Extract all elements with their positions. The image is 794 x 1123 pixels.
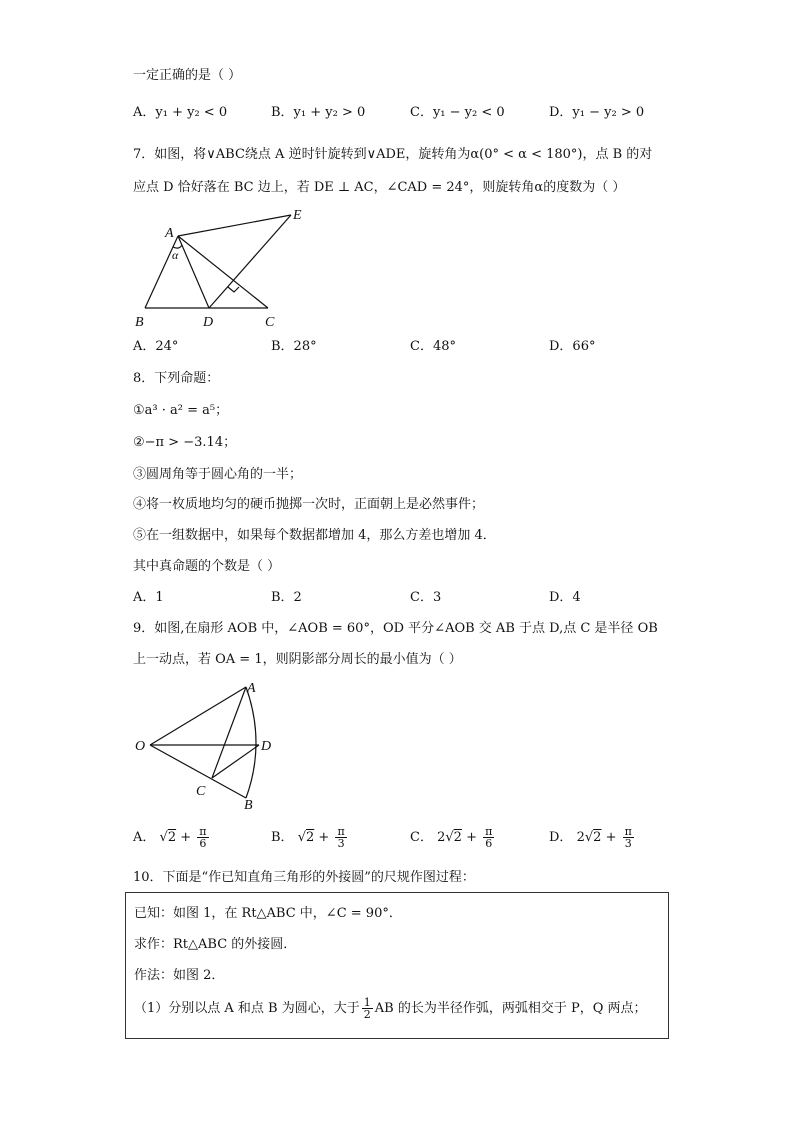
q9-stem-line1: 9．如图,在扇形 AOB 中，∠AOB = 60°，OD 平分∠AOB 交 AB 于点 D,点 C 是半径 OB <box>133 621 658 636</box>
q9-option-b-prefix: B． <box>271 830 294 845</box>
q9-label-o: O <box>135 739 146 754</box>
q8-option-a[interactable]: A．1 <box>133 590 164 605</box>
q10-construct: 求作：Rt△ABC 的外接圆． <box>134 937 297 952</box>
q8-option-b[interactable]: B．2 <box>271 590 302 605</box>
q7-option-d[interactable]: D．66° <box>549 339 596 354</box>
q8-item-4: ④将一枚质地均匀的硬币抛掷一次时，正面朝上是必然事件； <box>133 497 485 512</box>
q7-label-b: B <box>135 315 144 330</box>
q7-option-c[interactable]: C．48° <box>410 339 456 354</box>
q9-option-c-coef: 2 <box>437 830 446 845</box>
q7-label-d: D <box>203 315 214 330</box>
q9-option-b[interactable]: B． √2 + $\frac{\pi}{3}$ <box>271 825 345 850</box>
q9-option-a-numerator: π <box>199 825 207 838</box>
q9-option-a-denominator: 6 <box>199 837 207 850</box>
q9-option-c-root: 2 <box>453 830 462 845</box>
q10-step1-part-a: （1）分别以点 A 和点 B 为圆心，大于 <box>134 1001 360 1016</box>
q9-option-a-root: 2 <box>167 830 177 845</box>
q9-option-d-root: 2 <box>593 830 602 845</box>
q8-item-1: ①a³ · a² = a⁵； <box>133 403 229 418</box>
q9-option-c-denominator: 6 <box>485 837 493 850</box>
q7-option-a[interactable]: A．24° <box>133 339 179 354</box>
q9-figure <box>125 675 285 815</box>
q7-option-b[interactable]: B．28° <box>271 339 317 354</box>
q6-option-a[interactable]: A．y₁ + y₂ < 0 <box>133 105 228 120</box>
q10-method: 作法：如图 2． <box>134 968 225 983</box>
q7-stem-line1: 7．如图，将∨ABC绕点 A 逆时针旋转到∨ADE，旋转角为α(0° < α < 180°)，点 B 的对 <box>133 147 653 162</box>
q8-option-d[interactable]: D．4 <box>549 590 581 605</box>
q9-label-b: B <box>244 798 253 813</box>
q8-title: 8．下列命题： <box>133 371 220 386</box>
q9-label-a: A <box>247 681 256 696</box>
q7-label-e: E <box>293 208 302 223</box>
q9-option-d-denominator: 3 <box>624 837 632 850</box>
q7-figure <box>125 205 310 330</box>
q9-option-a-prefix: A． <box>133 830 156 845</box>
q9-option-a[interactable]: A． √2 + $\frac{\pi}{6}$ <box>133 825 207 850</box>
q9-option-b-root: 2 <box>306 830 315 845</box>
q9-option-a-fraction <box>197 826 208 849</box>
q9-option-c[interactable]: C． 2√2 + $\frac{\pi}{6}$ <box>410 825 493 850</box>
q9-option-d-fraction <box>623 826 634 849</box>
q10-step1-denominator: 2 <box>363 1008 371 1021</box>
q10-step1-part-b: AB 的长为半径作弧，两弧相交于 P，Q 两点； <box>374 1001 647 1016</box>
q10-title: 10．下面是“作已知直角三角形的外接圆”的尺规作图过程： <box>133 870 475 885</box>
q6-option-c[interactable]: C．y₁ − y₂ < 0 <box>410 105 505 120</box>
q7-stem-line2: 应点 D 恰好落在 BC 边上，若 DE ⊥ AC，∠CAD = 24°，则旋转角α的度数为（ ） <box>133 180 626 195</box>
q9-option-d[interactable]: D． 2√2 + $\frac{\pi}{3}$ <box>549 825 632 850</box>
q9-stem-line2: 上一动点，若 OA = 1，则阴影部分周长的最小值为（ ） <box>133 652 462 667</box>
q9-label-d: D <box>261 739 272 754</box>
q7-label-alpha: α <box>172 248 179 262</box>
q8-item-5: ⑤在一组数据中，如果每个数据都增加 4，那么方差也增加 4． <box>133 528 496 543</box>
q10-step1-fraction <box>362 997 373 1020</box>
q7-label-a: A <box>165 226 174 241</box>
q9-option-c-fraction <box>483 826 494 849</box>
q10-step1-numerator: 1 <box>363 996 371 1009</box>
q9-option-d-coef: 2 <box>576 830 585 845</box>
q6-option-d[interactable]: D．y₁ − y₂ > 0 <box>549 105 645 120</box>
question-intro: 一定正确的是（ ） <box>133 68 242 83</box>
q8-item-2: ②−π > −3.14； <box>133 435 237 450</box>
q8-option-c[interactable]: C．3 <box>410 590 442 605</box>
q10-step1 <box>134 997 647 1020</box>
q9-option-d-numerator: π <box>624 825 632 838</box>
q9-option-c-prefix: C． <box>410 830 433 845</box>
q6-option-b[interactable]: B．y₁ + y₂ > 0 <box>271 105 366 120</box>
q9-label-c: C <box>196 784 206 799</box>
q9-option-b-numerator: π <box>337 825 345 838</box>
q9-option-b-denominator: 3 <box>337 837 345 850</box>
q10-known: 已知：如图 1，在 Rt△ABC 中，∠C = 90°． <box>134 906 402 921</box>
q8-question: 其中真命题的个数是（ ） <box>133 559 281 574</box>
q10-construction-box <box>125 892 669 1039</box>
q9-option-d-prefix: D． <box>549 830 573 845</box>
q9-option-c-numerator: π <box>485 825 493 838</box>
q9-option-b-fraction <box>335 826 346 849</box>
q7-label-c: C <box>265 315 275 330</box>
q8-item-3: ③圆周角等于圆心角的一半； <box>133 467 303 482</box>
